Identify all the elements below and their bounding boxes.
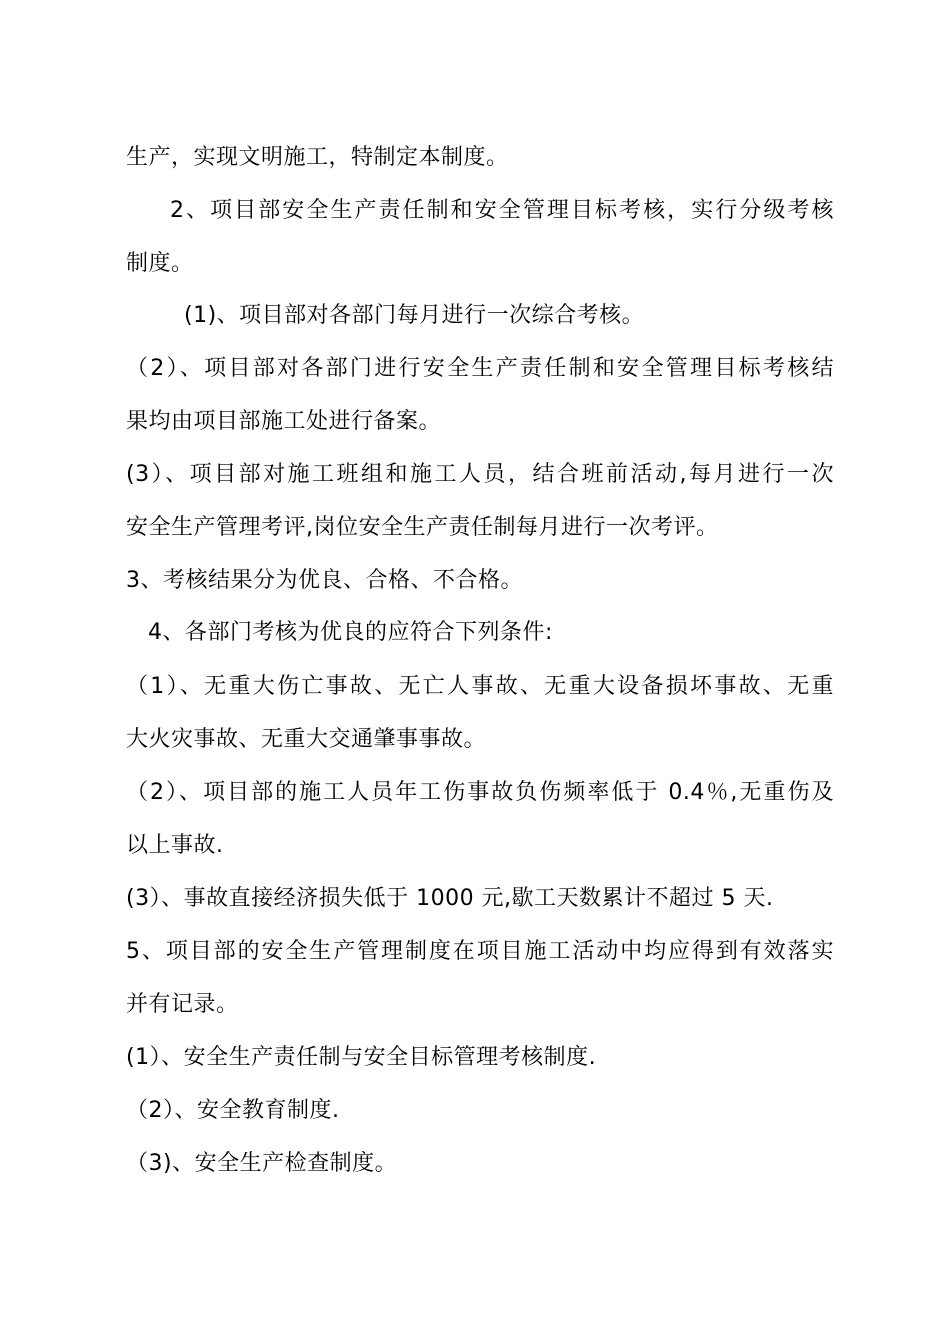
text-line-16: 5、项目部的安全生产管理制度在项目施工活动中均应得到有效落实	[126, 939, 834, 964]
text-line-9: 3、考核结果分为优良、合格、不合格。	[126, 568, 523, 593]
text-line-20: （3)、安全生产检查制度。	[126, 1151, 398, 1176]
text-line-10: 4、各部门考核为优良的应符合下列条件:	[148, 620, 553, 645]
text-line-2: 2、项目部安全生产责任制和安全管理目标考核，实行分级考核	[170, 198, 834, 223]
text-line-14: 以上事故.	[126, 833, 224, 858]
text-line-12: 大火灾事故、无重大交通肇事事故。	[126, 727, 487, 752]
text-line-15: (3）、事故直接经济损失低于 1000 元,歇工天数累计不超过 5 天.	[126, 886, 774, 911]
text-line-3: 制度。	[126, 251, 194, 276]
text-line-19: （2）、安全教育制度.	[126, 1098, 340, 1123]
text-line-13: （2）、项目部的施工人员年工伤事故负伤频率低于 0.4％,无重伤及	[126, 780, 834, 805]
text-line-5: （2）、项目部对各部门进行安全生产责任制和安全管理目标考核结	[126, 356, 834, 381]
text-line-4: (1)、项目部对各部门每月进行一次综合考核。	[184, 303, 645, 328]
text-line-1: 生产，实现文明施工，特制定本制度。	[126, 145, 509, 170]
text-line-6: 果均由项目部施工处进行备案。	[126, 409, 442, 434]
text-line-11: （1）、无重大伤亡事故、无亡人事故、无重大设备损坏事故、无重	[126, 674, 834, 699]
text-line-18: (1）、安全生产责任制与安全目标管理考核制度.	[126, 1045, 597, 1070]
text-line-17: 并有记录。	[126, 992, 239, 1017]
text-line-8: 安全生产管理考评,岗位安全生产责任制每月进行一次考评。	[126, 515, 719, 540]
text-line-7: (3）、项目部对施工班组和施工人员，结合班前活动,每月进行一次	[126, 462, 834, 487]
